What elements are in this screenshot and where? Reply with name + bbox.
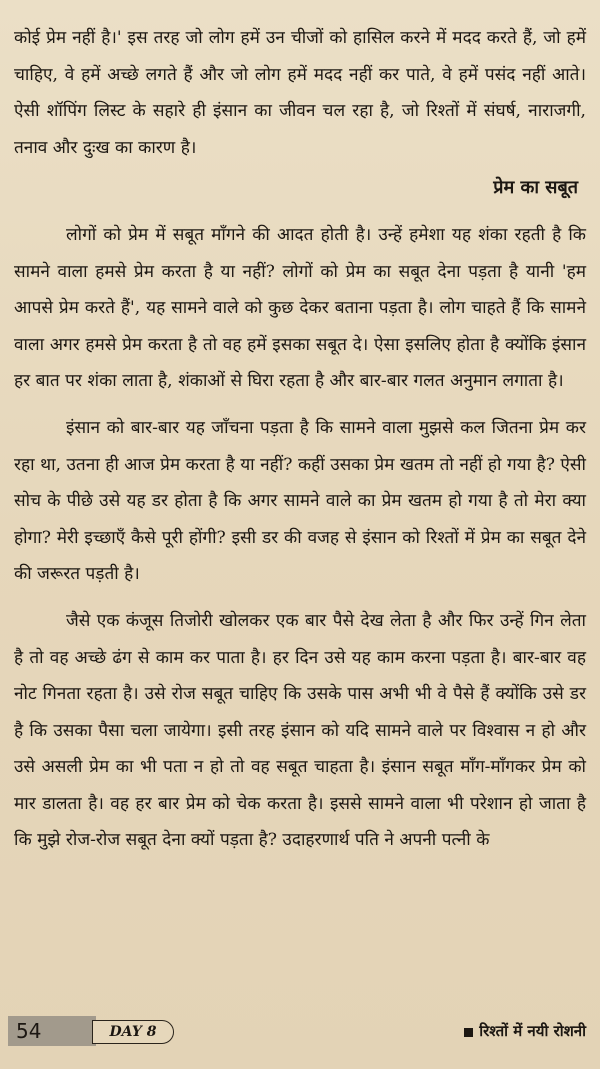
book-title-text: रिश्तों में नयी रोशनी <box>479 1022 586 1040</box>
paragraph-3: इंसान को बार-बार यह जाँचना पड़ता है कि सामने वाला मुझसे कल जितना प्रेम कर रहा था, उतना ही आज प्रेम करता है या नहीं? कहीं उसका प्रेम खतम तो नहीं हो गया है? ऐसी सोच के पीछे उसे यह डर होता है कि अगर सामने वाले का प्रेम खतम हो गया है तो मेरा क्या होगा? मेरी इच्छाएँ कैसे पूरी होंगी? इसी डर की वजह से इंसान को रिश्तों में प्रेम का सबूत देने की जरूरत पड़ती है। <box>14 417 586 585</box>
page-number: 54 <box>8 1016 96 1046</box>
paragraph-2: लोगों को प्रेम में सबूत माँगने की आदत होती है। उन्हें हमेशा यह शंका रहती है कि सामने वाला हमसे प्रेम करता है या नहीं? लोगों को प्रेम का सबूत देना पड़ता है यानी 'हम आपसे प्रेम करते हैं', यह सामने वाले को कुछ देकर बताना पड़ता है। लोग चाहते हैं कि सामने वाला अगर हमसे प्रेम करता है तो वह हमें इसका सबूत दे। ऐसा इसलिए होता है क्योंकि इंसान हर बात पर शंका लाता है, शंकाओं से घिरा रहता है और बार-बार गलत अनुमान लगाता है। <box>14 224 586 392</box>
paragraph-4: जैसे एक कंजूस तिजोरी खोलकर एक बार पैसे देख लेता है और फिर उन्हें गिन लेता है तो वह अच्छे ढंग से काम कर पाता है। हर दिन उसे यह काम करना पड़ता है। बार-बार वह नोट गिनता रहता है। उसे रोज सबूत चाहिए कि उसके पास अभी भी वे पैसे हैं क्योंकि उसे डर है कि उसका पैसा चला जायेगा। इसी तरह इंसान को यदि सामने वाले पर विश्वास न हो और उसे असली प्रेम का भी पता न हो तो वह सबूत चाहता है। इंसान सबूत माँग-माँगकर प्रेम को मार डालता है। वह हर बार प्रेम को चेक करता है। इससे सामने वाला भी परेशान हो जाता है कि मुझे रोज-रोज सबूत देना क्यों पड़ता है? उदाहरणार्थ पति ने अपनी पत्नी के <box>14 610 586 851</box>
book-title <box>464 1020 586 1042</box>
square-bullet-icon <box>464 1028 473 1037</box>
page-footer <box>0 1014 600 1054</box>
section-heading: प्रेम का सबूत <box>493 177 578 199</box>
body-text <box>14 20 586 859</box>
day-label: DAY 8 <box>92 1020 174 1044</box>
paragraph-1: कोई प्रेम नहीं है।' इस तरह जो लोग हमें उन चीजों को हासिल करने में मदद करते हैं, जो हमें चाहिए, वे हमें अच्छे लगते हैं और जो लोग हमें मदद नहीं कर पाते, वे हमें पसंद नहीं आते। ऐसी शॉपिंग लिस्ट के सहारे ही इंसान का जीवन चल रहा है, जो रिश्तों में संघर्ष, नाराजगी, तनाव और दुःख का कारण है। <box>14 28 586 158</box>
